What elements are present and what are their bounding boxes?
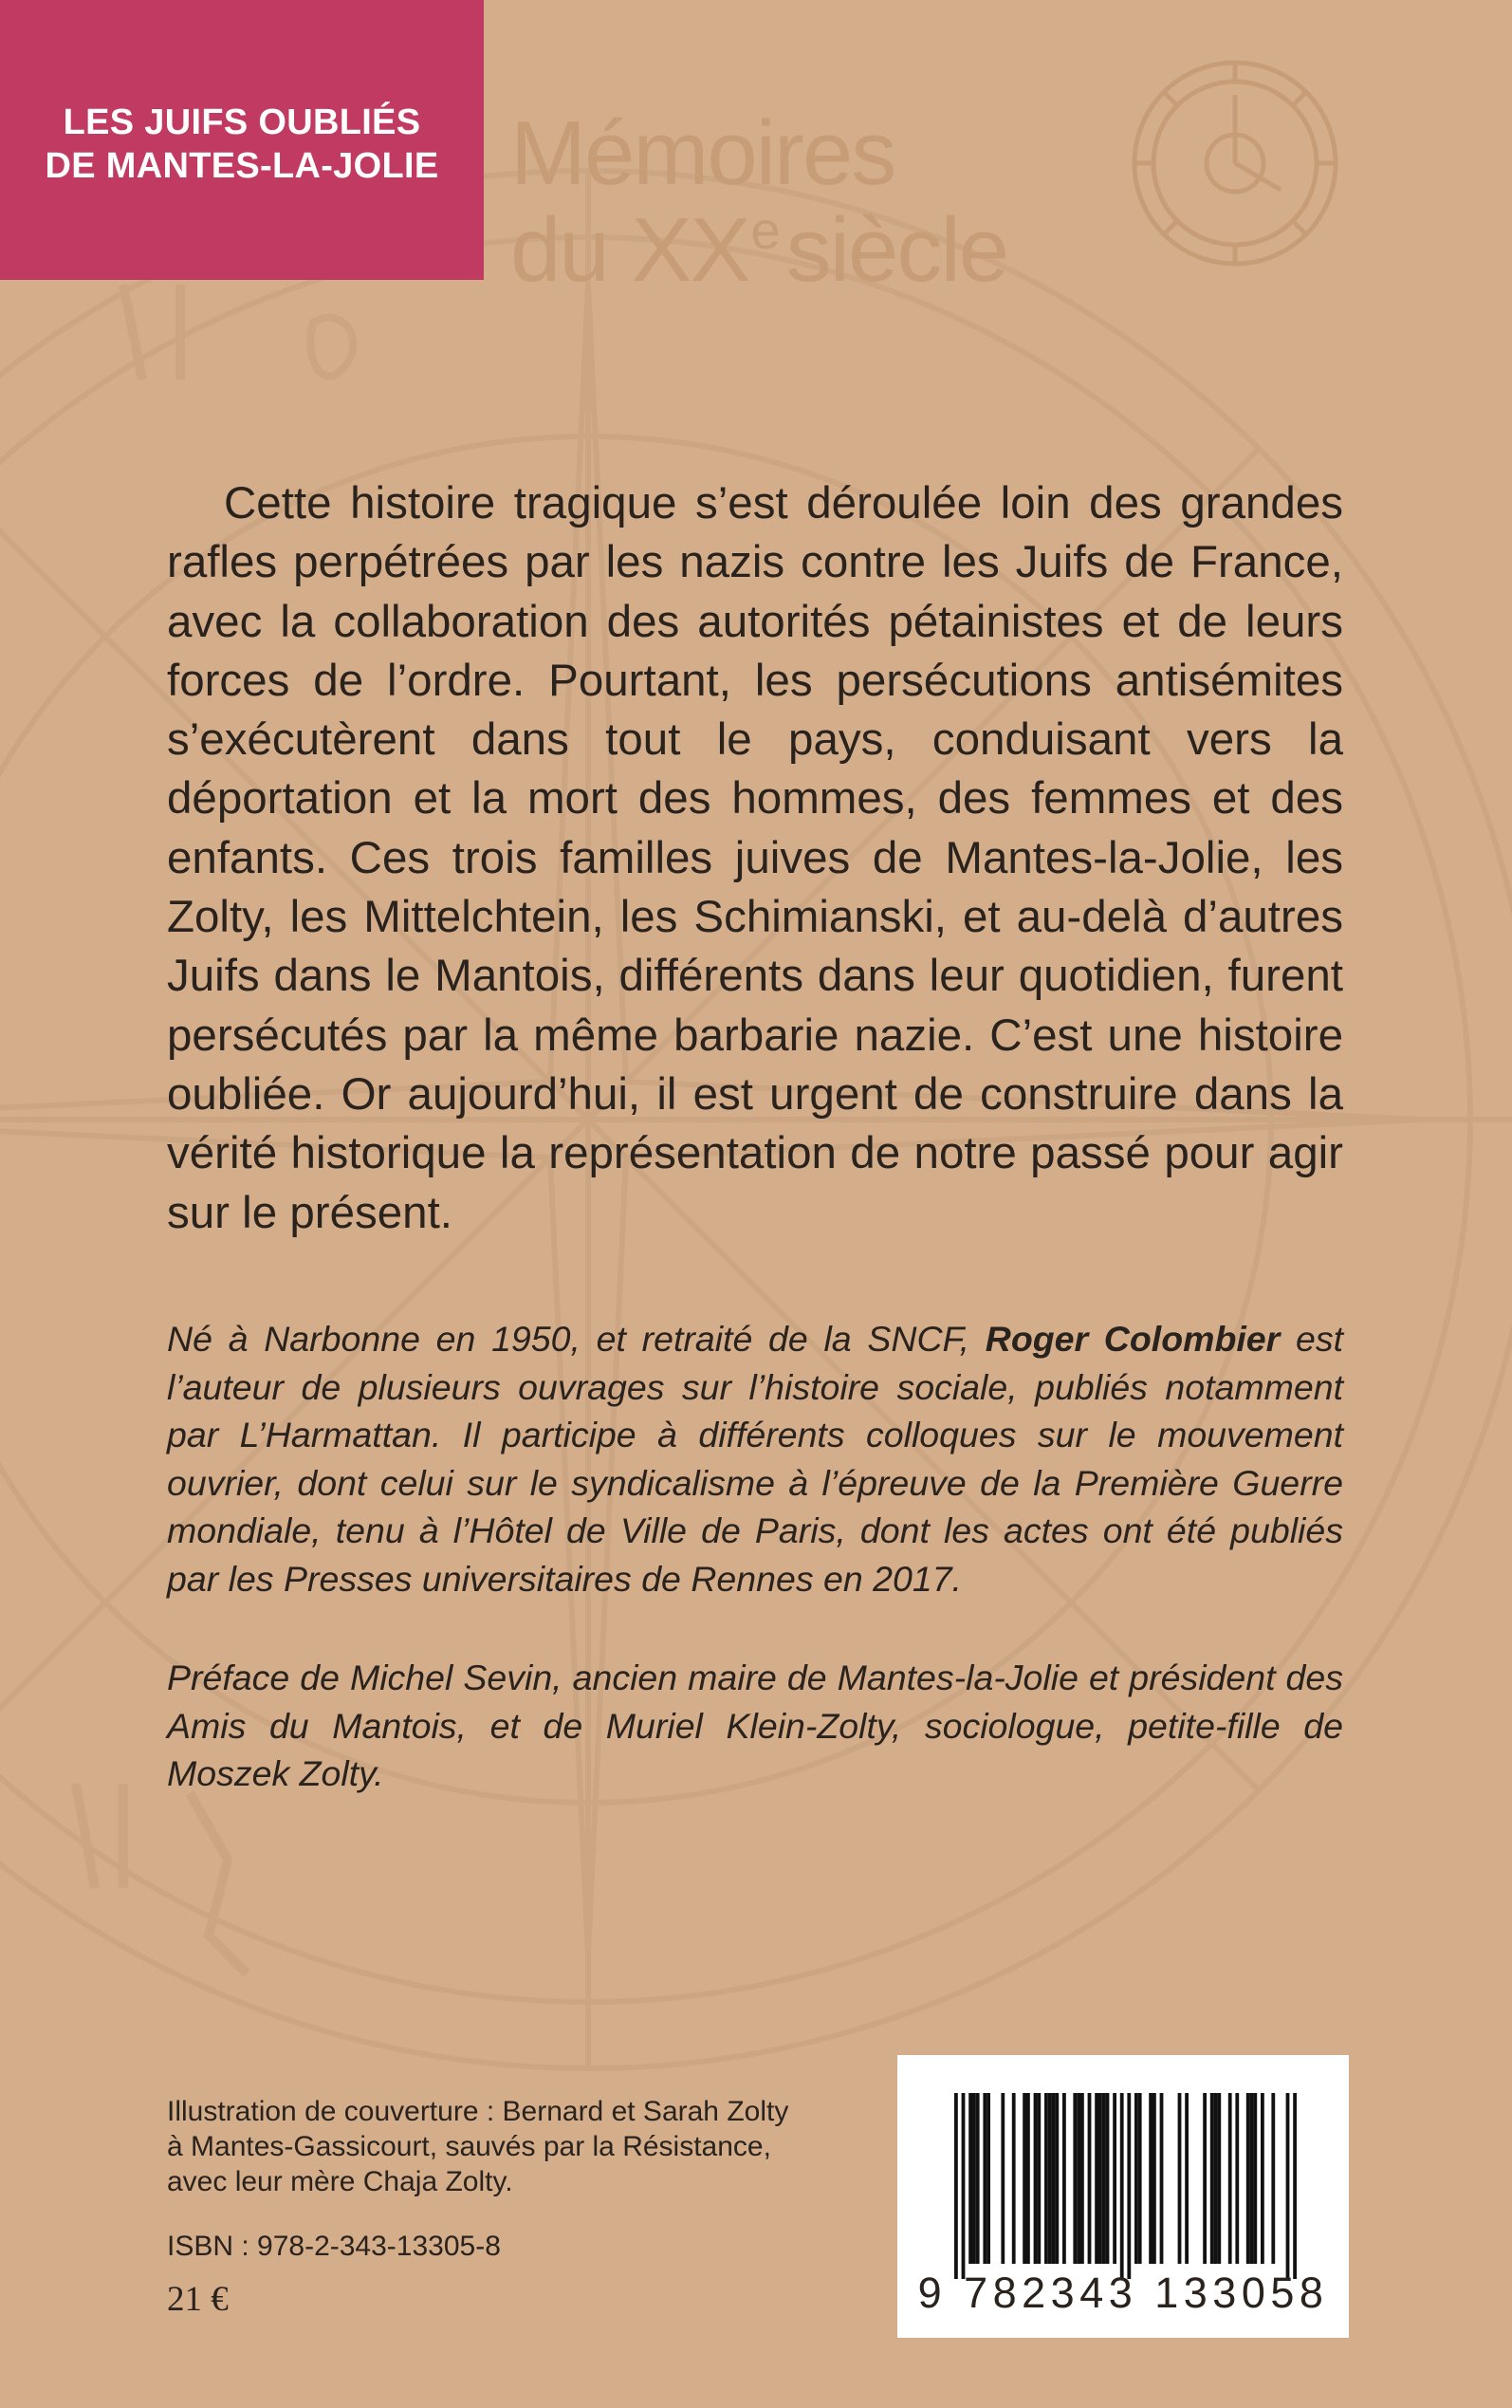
barcode-bar	[954, 2093, 958, 2279]
barcode-bar	[1178, 2093, 1182, 2264]
barcode-bar	[1088, 2093, 1092, 2264]
barcode-bar	[1217, 2093, 1221, 2264]
barcode-bar	[1098, 2093, 1102, 2264]
barcode-digits: 9 782343 133058	[917, 2269, 1329, 2317]
barcode-bar	[1214, 2093, 1218, 2264]
author-bio-after: est l’auteur de plusieurs ouvrages sur l’histoire sociale, publiés notamment par L’Harmattan. Il participe à différents colloques sur le mouvement ouvrier, dont celui sur le syndicalisme à l’épreuve de la Première Guerre mondiale, tenu à l’Hôtel de Ville de Paris, dont les actes ont été publiés par les Presses universitaires de Rennes en 2017.	[167, 1319, 1343, 1599]
series-title-part-a: du XX	[510, 199, 749, 301]
barcode-bar	[1271, 2093, 1275, 2264]
barcode-bar	[1023, 2093, 1026, 2264]
book-title-line-1: LES JUIFS OUBLIÉS	[63, 102, 421, 142]
barcode-bar	[1134, 2093, 1138, 2264]
barcode-bar	[976, 2093, 980, 2264]
barcode-bar	[1253, 2093, 1257, 2264]
barcode-bar	[1246, 2093, 1250, 2264]
author-bio	[167, 1315, 1343, 1602]
barcode-bar	[1286, 2093, 1290, 2279]
barcode-bar	[986, 2093, 990, 2264]
author-name: Roger Colombier	[985, 1319, 1281, 1359]
barcode-bar	[1149, 2093, 1152, 2264]
barcode-bar	[1095, 2093, 1098, 2264]
isbn-number: ISBN : 978-2-343-13305-8	[167, 2231, 501, 2262]
preface-note: Préface de Michel Sevin, ancien maire de Mantes-la-Jolie et président des Amis du Mantois, et de Muriel Klein-Zolty, sociologue, petite-fille de Moszek Zolty.	[167, 1658, 1343, 1793]
barcode-bar	[1012, 2093, 1016, 2264]
barcode-bar	[1073, 2093, 1077, 2264]
barcode-bar	[1034, 2093, 1038, 2264]
barcode-bar	[1080, 2093, 1084, 2264]
barcode-bar	[1102, 2093, 1106, 2264]
illustration-credit-line-2: à Mantes-Gassicourt, sauvés par la Résistance,	[167, 2131, 771, 2162]
barcode-bar	[1037, 2093, 1041, 2264]
barcode-bar	[1160, 2093, 1164, 2264]
barcode-bar	[1293, 2093, 1297, 2279]
barcode-bar	[1235, 2093, 1239, 2264]
barcode-bar	[1001, 2093, 1005, 2264]
barcode-bar	[1055, 2093, 1059, 2264]
barcode-bar	[1106, 2093, 1110, 2264]
book-price: 21 €	[167, 2280, 229, 2319]
barcode-bar	[1062, 2093, 1066, 2264]
barcode-bar	[1026, 2093, 1030, 2264]
cover-illustration-credit	[167, 2094, 888, 2199]
barcode-bar	[1261, 2093, 1264, 2264]
barcode-bar	[983, 2093, 986, 2264]
series-title-superscript: e	[750, 200, 779, 260]
barcode-bar	[1048, 2093, 1052, 2264]
series-title-part-b: siècle	[785, 199, 1008, 301]
barcode-bar	[1203, 2093, 1207, 2264]
author-bio-before: Né à Narbonne en 1950, et retraité de la SNCF,	[167, 1319, 986, 1359]
barcode-bar	[1138, 2093, 1142, 2264]
barcode-bar	[962, 2093, 966, 2279]
barcode-bar	[1210, 2093, 1214, 2264]
barcode-bar	[1120, 2093, 1124, 2279]
series-title-line-2	[510, 199, 1008, 301]
barcode-bar	[1044, 2093, 1048, 2264]
illustration-credit-line-1: Illustration de couverture : Bernard et Sarah Zolty	[167, 2096, 789, 2127]
book-title-line-2: DE MANTES-LA-JOLIE	[45, 145, 439, 186]
barcode-bar	[1152, 2093, 1156, 2264]
barcode-bar	[1113, 2093, 1116, 2264]
barcode	[897, 2055, 1349, 2338]
barcode-bar	[968, 2093, 972, 2264]
barcode-bar	[1127, 2093, 1131, 2279]
barcode-bar	[1228, 2093, 1232, 2264]
barcode-bar	[1185, 2093, 1189, 2264]
illustration-credit-line-3: avec leur mère Chaja Zolty.	[167, 2166, 513, 2197]
barcode-bar	[972, 2093, 976, 2264]
book-title-box	[0, 0, 484, 280]
barcode-bar	[1250, 2093, 1254, 2264]
barcode-bar	[1077, 2093, 1080, 2264]
barcode-bar	[1052, 2093, 1056, 2264]
series-title-line-1: Mémoires	[510, 102, 895, 204]
book-summary: Cette histoire tragique s’est déroulée loin des grandes rafles perpétrées par les nazis contre les Juifs de France, avec la collaboration des autorités pétainistes et de leurs forces de l’ordre. Pourtant, les persécutions antisémites s’exécutèrent dans tout le pays, conduisant vers la déportation et la mort des hommes, des femmes et des enfants. Ces trois familles juives de Mantes-la-Jolie, les Zolty, les Mittelchtein, les Schimianski, et au-delà d’autres Juifs dans le Mantois, différents dans leur quotidien, furent persécutés par la même barbarie nazie. C’est une histoire oubliée. Or aujourd’hui, il est urgent de construire dans la vérité historique la représentation de notre passé pour agir sur le présent.	[167, 478, 1343, 1238]
